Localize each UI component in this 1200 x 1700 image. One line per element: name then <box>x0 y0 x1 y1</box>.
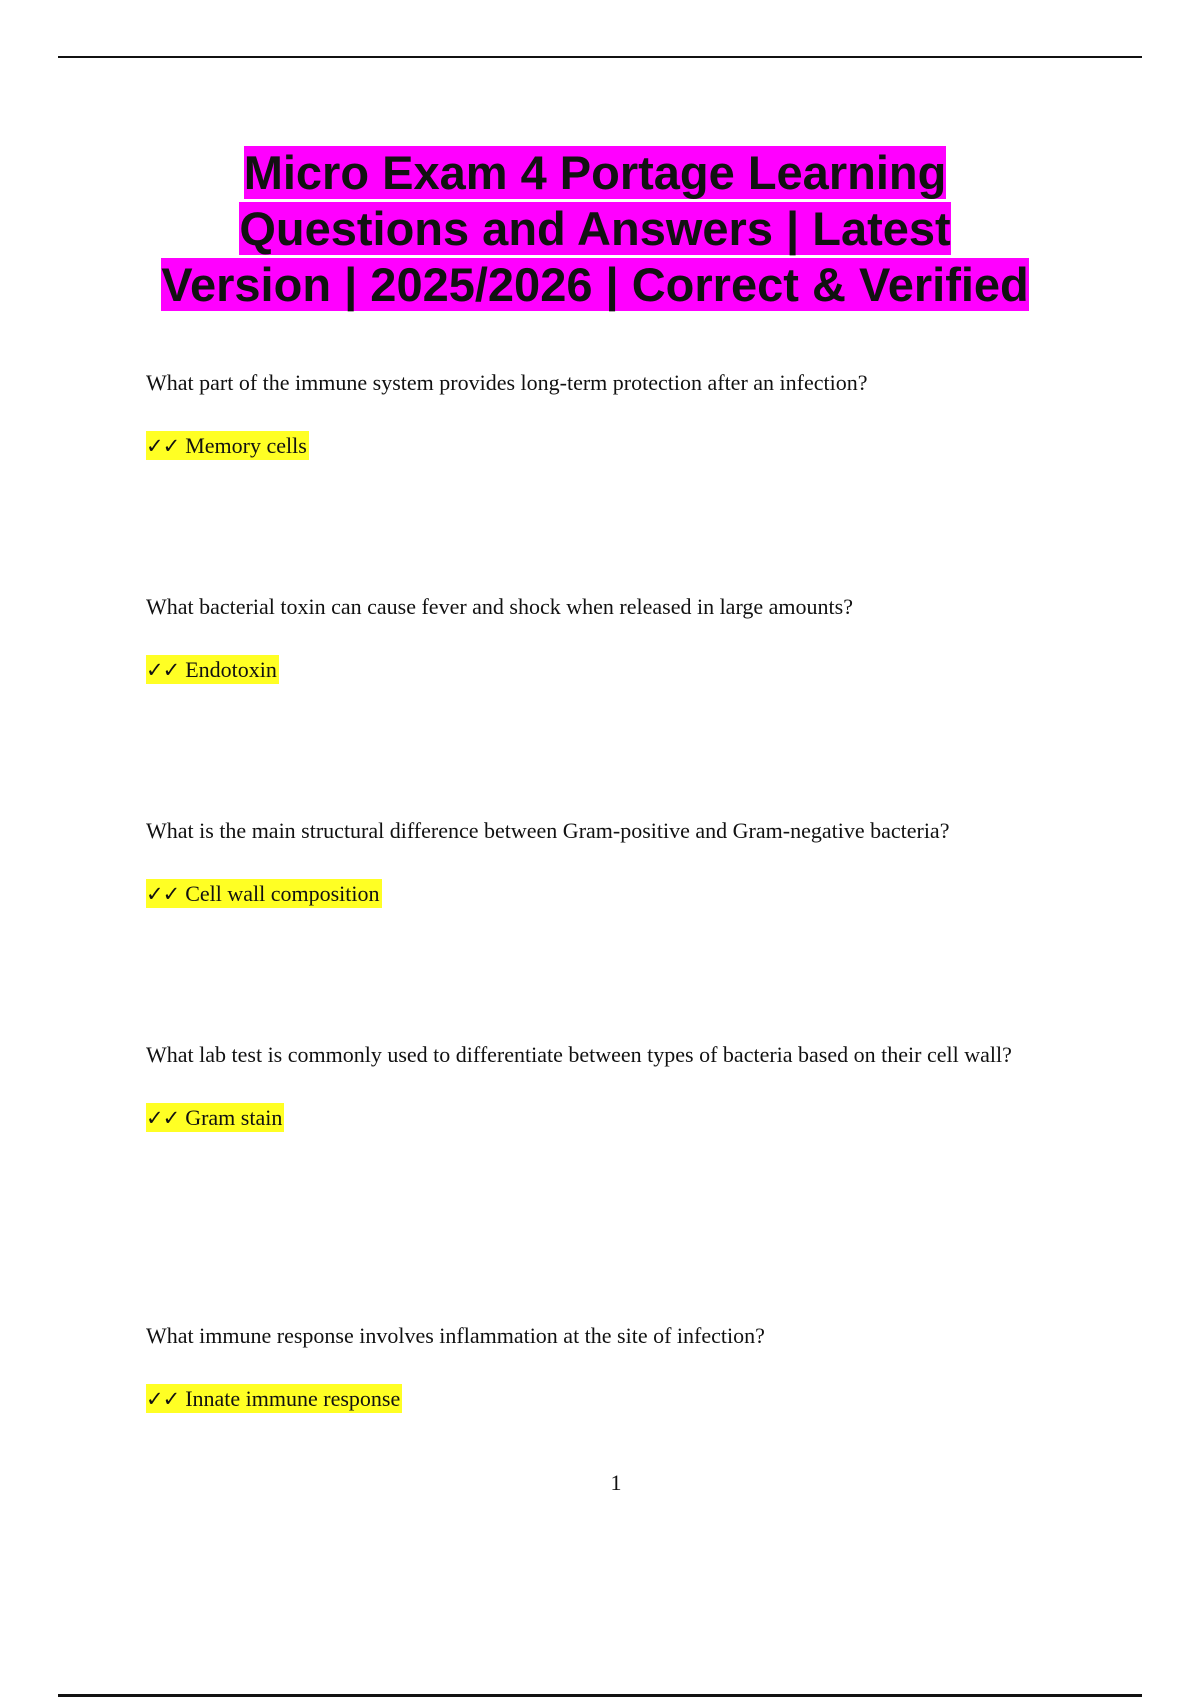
qa-item-5 <box>146 1308 1066 1414</box>
page-number: 1 <box>610 1470 622 1495</box>
answer-text: Innate immune response <box>185 1386 401 1411</box>
question-text: What part of the immune system provides long-term protection after an infection? <box>146 370 868 395</box>
question-text: What lab test is commonly used to differentiate between types of bacteria based on their cell wall? <box>146 1042 1012 1067</box>
double-check-icon: ✓✓ <box>146 434 180 458</box>
title-line-3: Version | 2025/2026 | Correct & Verified <box>161 258 1029 311</box>
answer-highlight <box>146 1384 402 1413</box>
answer-line <box>146 1384 1066 1414</box>
answer-line <box>146 655 1066 685</box>
answer-text: Gram stain <box>185 1105 283 1130</box>
double-check-icon: ✓✓ <box>146 1106 180 1130</box>
qa-item-4 <box>146 1027 1066 1133</box>
answer-text: Endotoxin <box>185 657 277 682</box>
answer-highlight <box>146 879 382 908</box>
answer-highlight <box>146 655 279 684</box>
question-text: What immune response involves inflammation at the site of infection? <box>146 1323 765 1348</box>
question-text: What is the main structural difference between Gram-positive and Gram-negative bacteria? <box>146 818 950 843</box>
answer-highlight <box>146 1103 284 1132</box>
answer-highlight <box>146 431 309 460</box>
qa-item-2 <box>146 579 1066 685</box>
qa-item-3 <box>146 803 1066 909</box>
answer-text: Memory cells <box>185 433 307 458</box>
answer-line <box>146 1103 1066 1133</box>
double-check-icon: ✓✓ <box>146 1387 180 1411</box>
top-rule <box>58 56 1142 58</box>
answer-text: Cell wall composition <box>185 881 380 906</box>
document-title <box>140 145 1050 313</box>
answer-line <box>146 879 1066 909</box>
double-check-icon: ✓✓ <box>146 658 180 682</box>
double-check-icon: ✓✓ <box>146 882 180 906</box>
title-line-1: Micro Exam 4 Portage Learning <box>243 146 947 199</box>
title-line-2: Questions and Answers | Latest <box>239 202 951 255</box>
answer-line <box>146 431 1066 461</box>
bottom-rule <box>58 1694 1142 1697</box>
qa-item-1 <box>146 355 1066 461</box>
question-text: What bacterial toxin can cause fever and shock when released in large amounts? <box>146 594 853 619</box>
